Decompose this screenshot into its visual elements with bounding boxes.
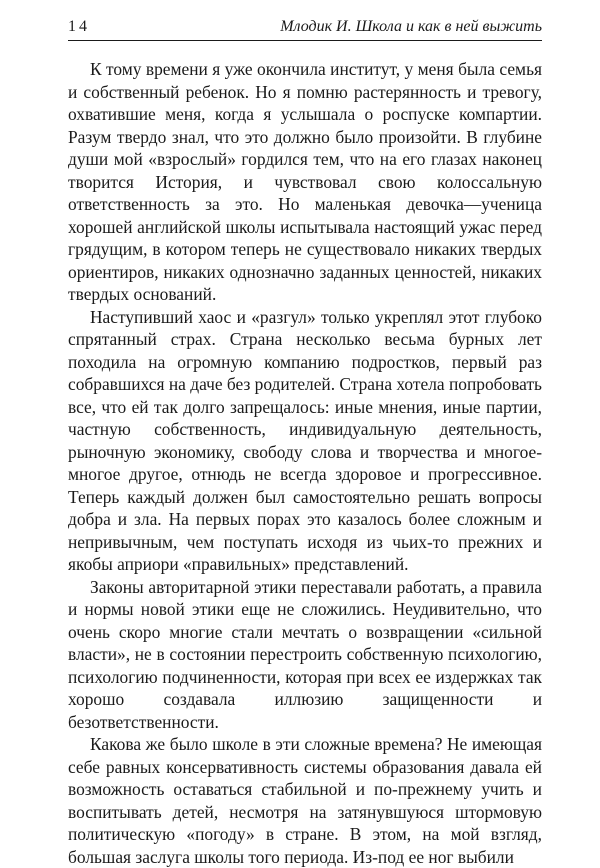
paragraph-3: Законы авторитарной этики переставали работать, а правила и нормы новой этики еще не сложились. Неудивительно, что очень скоро многие стали мечтать о возвращении «сильной власти», не в состоянии перестроить собственную психологию, психологию подчиненности, которая при всех ее издержках так хорошо создавала иллюзию защищенности и безответственности.: [68, 576, 542, 732]
running-head: [68, 16, 542, 38]
paragraph-4: Какова же было школе в эти сложные времена? Не имеющая себе равных консервативность системы образования давала ей возможность оставаться стабильной и по-прежнему учить и воспитывать детей, несмотря на затянувшуюся штормовую политическую «погоду» в стране. В этом, на мой взгляд, большая заслуга школы того периода. Из-под ее ног выбили: [68, 734, 542, 867]
header-divider: [68, 40, 542, 41]
page-number: 14: [68, 18, 90, 35]
body-text: [68, 58, 542, 868]
paragraph-2: Наступивший хаос и «разгул» только укреплял этот глубоко спрятанный страх. Страна несколько весьма бурных лет походила на огромную компанию подростков, первый раз собравшихся на даче без родителей. Страна хотела попробовать все, что ей так долго запрещалось: иные мнения, иные партии, частную собственность, индивидуальную деятельность, рыночную экономику, свободу слова и творчества и многое-многое другое, отнюдь не всегда здоровое и прогрессивное. Теперь каждый должен был самостоятельно решать вопросы добра и зла. На первых порах это казалось более сложным и непривычным, чем поступать исходя из чьих-то прежних и якобы априори «правильных» представлений.: [68, 306, 542, 574]
running-title: Млодик И. Школа и как в ней выжить: [280, 18, 542, 35]
paragraph-1: К тому времени я уже окончила институт, у меня была семья и собственный ребенок. Но я помню растерянность и тревогу, охватившие меня, когда я услышала о роспуске компартии. Разум твердо знал, что это должно было произойти. В глубине души мой «взрослый» гордился тем, что на его глазах наконец творится История, и чувствовал свою колоссальную ответственность за это. Но маленькая девочка—ученица хорошей английской школы испытывала настоящий ужас перед грядущим, в котором теперь не существовало никаких твердых ориентиров, никаких однозначно заданных ценностей, никаких твердых оснований.: [68, 59, 542, 304]
